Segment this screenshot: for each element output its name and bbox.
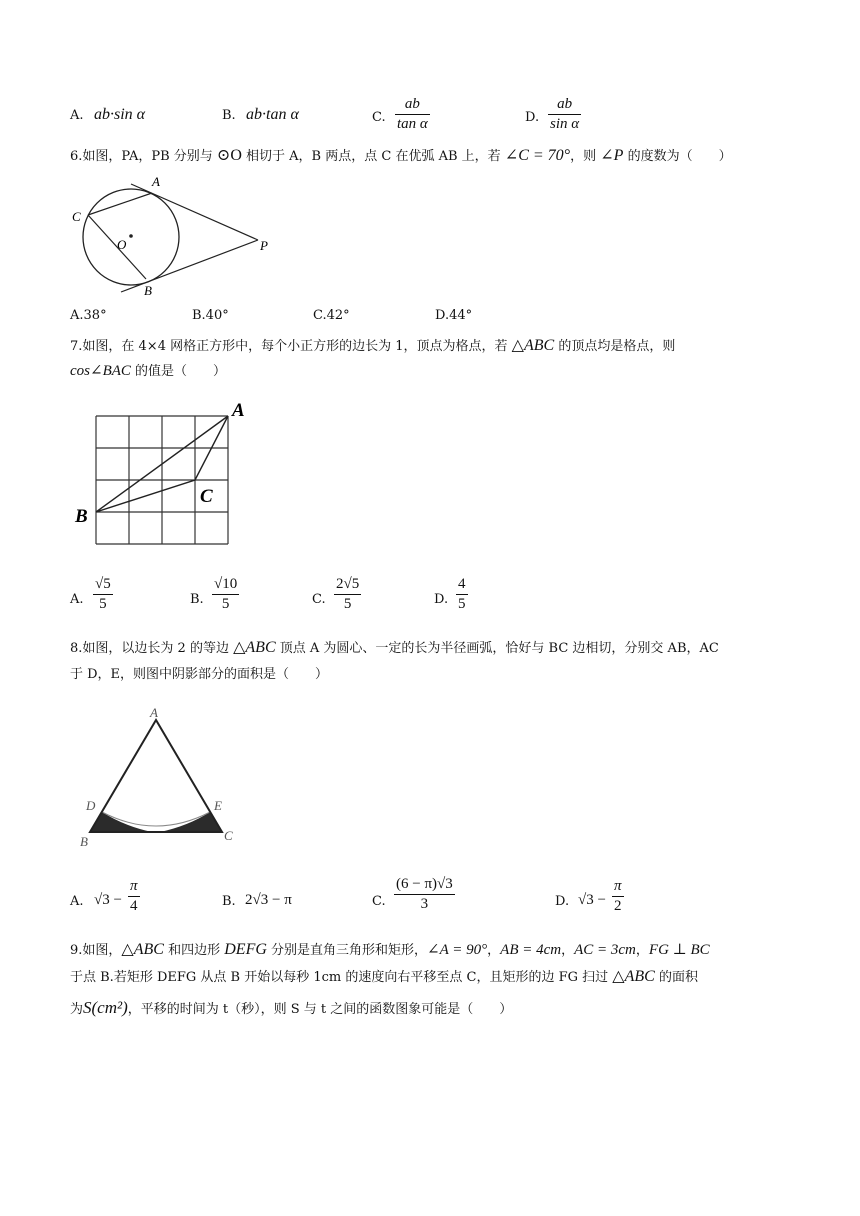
q5-option-c-numerator: ab — [404, 96, 420, 112]
triangle-abc — [90, 720, 222, 832]
q7-stem-text: 的顶点均是格点，则 — [558, 339, 676, 354]
q8-option-b-text: 2√3 − π — [245, 892, 292, 908]
tangent-pa — [131, 184, 258, 240]
q8-option-a-fraction — [128, 878, 140, 915]
chord-ca — [88, 193, 152, 215]
q7-option-d-label: D. — [434, 592, 449, 607]
fraction-bar — [128, 896, 140, 897]
q9-stem-text: 为 — [70, 1002, 84, 1017]
q6-stem-text: 相切于 A，B 两点，点 C 在优弧 AB 上，若 — [246, 149, 501, 164]
q9-stem-line3 — [70, 998, 512, 1018]
q9-stem-text: 分别是直角三角形和矩形， — [271, 943, 428, 958]
q6-angle-p: ∠P — [600, 147, 624, 164]
q5-option-d-label: D. — [525, 110, 540, 125]
q8-option-d-label: D. — [555, 894, 570, 909]
q5-option-c-denominator: tan α — [397, 116, 428, 132]
q7-option-a-numerator: √5 — [95, 576, 111, 592]
q8-option-c-fraction — [394, 876, 455, 913]
q5-option-d-numerator: ab — [557, 96, 573, 112]
q7-option-c-fraction — [334, 576, 361, 613]
label-b: B — [75, 506, 88, 527]
q5-option-d-denominator: sin α — [550, 116, 580, 132]
q6-stem-text: 6.如图，PA，PB 分别与 — [70, 149, 213, 164]
q7-option-d-denominator: 5 — [458, 596, 466, 612]
q9-stem-line2 — [70, 966, 698, 986]
q9-triangle-abc: △ABC — [612, 968, 655, 985]
q8-stem-line2 — [70, 663, 328, 682]
q8-option-a-prefix: √3 − — [94, 892, 122, 908]
q9-stem-text: 9.如图， — [70, 943, 122, 958]
q5-option-d-fraction — [548, 96, 581, 133]
q8-option-a-label: A. — [70, 894, 84, 909]
grid-lines — [96, 416, 228, 544]
fraction-bar — [394, 894, 455, 895]
q6-figure — [66, 170, 286, 300]
fraction-bar — [334, 594, 361, 595]
q6-stem-text: 的度数为（ ） — [627, 149, 732, 164]
q7-option-b-denominator: 5 — [221, 596, 230, 612]
q7-option-d-numerator: 4 — [458, 576, 466, 592]
q6-option-c: C.42° — [313, 308, 350, 323]
q9-area-s: S(cm²) — [83, 998, 128, 1017]
q7-option-c-numerator: 2√5 — [336, 576, 360, 592]
q9-stem-text: ， — [561, 943, 575, 958]
q7-option-b-fraction — [212, 576, 239, 613]
q8-option-a-denominator: 4 — [130, 898, 138, 914]
fraction-bar — [456, 594, 468, 595]
q5-option-b-label: B. — [222, 108, 236, 123]
q9-stem-text: ， — [487, 943, 501, 958]
q7-option-b-numerator: √10 — [214, 576, 238, 592]
q6-stem-text: ，则 — [570, 149, 597, 164]
q7-option-b-label: B. — [190, 592, 204, 607]
center-dot — [129, 234, 133, 238]
q7-option-d-fraction — [456, 576, 468, 613]
q6-option-d: D.44° — [435, 308, 473, 323]
q9-ac-length: AC = 3cm — [574, 942, 636, 958]
q8-option-b-label: B. — [222, 894, 236, 909]
q7-stem-line1 — [70, 335, 675, 355]
q6-circle-o: ⊙O — [216, 147, 242, 164]
q8-stem-text: 顶点 A 为圆心、一定的长为半径画弧，恰好与 BC 边相切，分别交 AB，AC — [279, 641, 719, 656]
tangent-pb — [121, 240, 258, 292]
q8-option-c-numerator: (6 − π)√3 — [396, 876, 453, 892]
q7-stem-line2 — [70, 360, 226, 380]
q8-option-d-numerator: π — [614, 878, 622, 894]
fraction-bar — [212, 594, 239, 595]
fraction-bar — [395, 114, 430, 115]
q5-option-a-text: ab·sin α — [94, 106, 146, 123]
q8-option-c-denominator: 3 — [420, 896, 429, 912]
q8-option-d-fraction — [612, 878, 624, 915]
q8-option-d-prefix: √3 − — [578, 892, 606, 908]
q7-option-a-denominator: 5 — [99, 596, 107, 612]
q9-stem-text: ，平移的时间为 t（秒），则 S 与 t 之间的函数图象可能是（ ） — [127, 1002, 513, 1017]
label-c: C — [200, 486, 213, 507]
q9-angle-a: ∠A = 90° — [427, 942, 488, 958]
label-e: E — [214, 798, 222, 813]
fraction-bar — [93, 594, 113, 595]
q9-stem-text: ， — [635, 943, 649, 958]
fraction-bar — [548, 114, 581, 115]
label-o: O — [117, 237, 127, 252]
label-b: B — [144, 283, 152, 298]
label-d: D — [86, 798, 96, 813]
q6-option-a: A.38° — [70, 308, 107, 323]
q8-option-d-denominator: 2 — [614, 898, 622, 914]
q9-stem-text: 的面积 — [658, 970, 698, 985]
q7-stem-text: 的值是（ ） — [135, 364, 227, 379]
q7-grid-figure — [74, 396, 274, 554]
q5-option-a-label: A. — [70, 108, 84, 123]
fraction-bar — [612, 896, 624, 897]
q6-stem — [70, 145, 732, 165]
q8-stem-text: 于 D，E，则图中阴影部分的面积是（ ） — [70, 667, 329, 682]
q6-option-b: B.40° — [192, 308, 229, 323]
q7-option-a-fraction — [93, 576, 113, 613]
label-a: A — [152, 174, 160, 189]
q5-option-c-fraction — [395, 96, 430, 133]
label-a: A — [232, 400, 245, 421]
label-p: P — [260, 238, 268, 253]
q9-stem-text: 于点 B.若矩形 DEFG 从点 B 开始以每秒 1cm 的速度向右平移至点 C，且矩形的边 FG 扫过 — [70, 970, 609, 985]
q9-stem-line1 — [70, 939, 710, 959]
q8-stem-text: 8.如图，以边长为 2 的等边 — [70, 641, 229, 656]
q8-stem-line1 — [70, 637, 719, 657]
q7-cos-bac: cos∠BAC — [70, 363, 131, 379]
label-c: C — [72, 209, 81, 224]
q9-ab-length: AB = 4cm — [500, 942, 562, 958]
label-a: A — [150, 705, 158, 720]
q9-fg-perp-bc: FG ⊥ BC — [648, 942, 710, 958]
q7-option-c-label: C. — [312, 592, 326, 607]
label-b: B — [80, 834, 88, 849]
q8-option-c-label: C. — [372, 894, 386, 909]
q9-rect-defg: DEFG — [224, 941, 267, 958]
q7-option-c-denominator: 5 — [343, 596, 352, 612]
q5-option-b-text: ab·tan α — [246, 106, 299, 123]
q7-option-a-label: A. — [70, 592, 84, 607]
q7-stem-text: 7.如图，在 4×4 网格正方形中，每个小正方形的边长为 1，顶点为格点，若 — [70, 339, 508, 354]
q8-figure — [74, 700, 254, 850]
q6-angle-c: ∠C = 70° — [504, 147, 571, 164]
q9-triangle-abc: △ABC — [121, 941, 164, 958]
q8-triangle-abc: △ABC — [233, 639, 276, 656]
q9-stem-text: 和四边形 — [168, 943, 221, 958]
q5-option-c-label: C. — [372, 110, 386, 125]
q8-option-a-numerator: π — [130, 878, 138, 894]
label-c: C — [224, 828, 233, 843]
q7-triangle-abc: △ABC — [511, 337, 555, 354]
